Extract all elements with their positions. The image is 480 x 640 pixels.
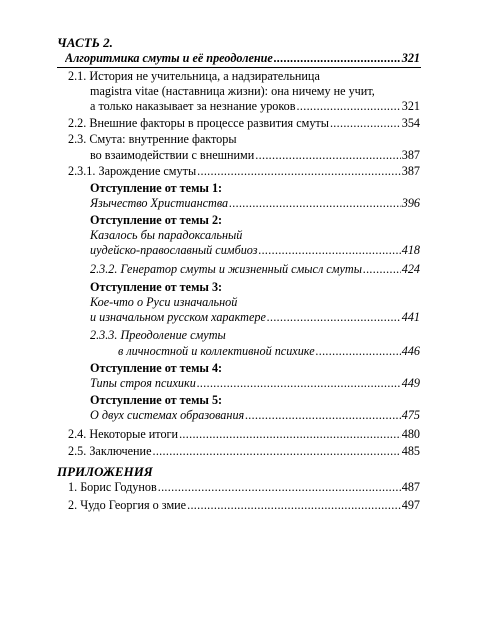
entry-title: 2.3.1. Зарождение смуты: [68, 164, 197, 178]
toc-entry-part2-title[interactable]: [65, 51, 420, 66]
dot-leader: [197, 164, 401, 179]
toc-entry-text: magistra vitae (наставница жизни): она ничему не учит,: [90, 84, 375, 98]
entry-page: 487: [401, 480, 420, 494]
entry-page: 354: [401, 116, 420, 130]
toc-entry-text: Кое-что о Руси изначальной: [90, 295, 238, 309]
digression-heading: Отступление от темы 1:: [90, 181, 223, 195]
entry-title: иудейско-православный симбиоз: [90, 243, 258, 257]
entry-page: 449: [401, 376, 420, 390]
digression-heading: Отступление от темы 5:: [90, 393, 223, 407]
dot-leader: [274, 51, 401, 66]
dot-leader: [363, 262, 401, 277]
dot-leader: [267, 310, 401, 325]
toc-entry-2-3-3[interactable]: [118, 344, 420, 359]
entry-title: Алгоритмика смуты и её преодоление: [65, 51, 273, 65]
entry-title: 2. Чудо Георгия о змие: [68, 498, 187, 512]
dot-leader: [316, 344, 401, 359]
toc-entry-2-5[interactable]: [68, 444, 420, 459]
toc-entry-appendix-1[interactable]: [68, 480, 420, 495]
appendix-heading: ПРИЛОЖЕНИЯ: [57, 464, 153, 479]
dot-leader: [330, 116, 401, 131]
entry-title: 2.3.2. Генератор смуты и жизненный смысл смуты: [90, 262, 362, 276]
dot-leader: [258, 243, 400, 258]
entry-page: 321: [401, 99, 420, 113]
entry-page: 387: [401, 148, 420, 162]
toc-entry-digression-2[interactable]: [90, 243, 420, 258]
entry-page: 396: [401, 196, 420, 210]
digression-heading: Отступление от темы 2:: [90, 213, 223, 227]
entry-title: Язычество Христианства: [90, 196, 229, 210]
toc-entry-2-2[interactable]: [68, 116, 420, 131]
entry-page: 321: [401, 51, 420, 65]
entry-title: 2.5. Заключение: [68, 444, 152, 458]
entry-title: а только наказывает за незнание уроков: [90, 99, 296, 113]
entry-title: 1. Борис Годунов: [68, 480, 157, 494]
entry-title: во взаимодействии с внешними: [90, 148, 255, 162]
digression-heading: Отступление от темы 4:: [90, 361, 223, 375]
toc-entry-text: 2.3.3. Преодоление смуты: [90, 328, 226, 342]
toc-entry-text: Казалось бы парадоксальный: [90, 228, 243, 242]
digression-heading: Отступление от темы 3:: [90, 280, 223, 294]
entry-title: 2.4. Некоторые итоги: [68, 427, 179, 441]
toc-entry-digression-5[interactable]: [90, 408, 420, 423]
dot-leader: [255, 148, 400, 163]
toc-entry-digression-3[interactable]: [90, 310, 420, 325]
toc-entry-2-3[interactable]: [90, 148, 420, 163]
toc-entry-appendix-2[interactable]: [68, 498, 420, 513]
dot-leader: [158, 480, 401, 495]
toc-entry-digression-4[interactable]: [90, 376, 420, 391]
entry-page: 497: [401, 498, 420, 512]
toc-entry-2-3-1[interactable]: [68, 164, 420, 179]
dot-leader: [179, 427, 401, 442]
dot-leader: [229, 196, 401, 211]
dot-leader: [187, 498, 401, 513]
entry-title: 2.2. Внешние факторы в процессе развития смуты: [68, 116, 329, 130]
entry-title: О двух системах образования: [90, 408, 245, 422]
entry-page: 485: [401, 444, 420, 458]
dot-leader: [245, 408, 401, 423]
entry-page: 480: [401, 427, 420, 441]
dot-leader: [152, 444, 400, 459]
toc-entry-digression-1[interactable]: [90, 196, 420, 211]
entry-page: 424: [401, 262, 420, 276]
toc-entry-2-4[interactable]: [68, 427, 420, 442]
part-heading: ЧАСТЬ 2.: [57, 35, 113, 50]
toc-entry-text: 2.1. История не учительница, а надзирательница: [68, 69, 320, 83]
divider-line: [57, 67, 421, 68]
toc-entry-2-3-2[interactable]: [90, 262, 420, 277]
entry-page: 446: [401, 344, 420, 358]
entry-title: в личностной и коллективной психике: [118, 344, 315, 358]
entry-title: Типы строя психики: [90, 376, 196, 390]
toc-entry-text: 2.3. Смута: внутренние факторы: [68, 132, 237, 146]
dot-leader: [197, 376, 401, 391]
entry-title: и изначальном русском характере: [90, 310, 266, 324]
entry-page: 418: [401, 243, 420, 257]
entry-page: 387: [401, 164, 420, 178]
entry-page: 475: [401, 408, 420, 422]
entry-page: 441: [401, 310, 420, 324]
toc-entry-2-1[interactable]: [90, 99, 420, 114]
dot-leader: [297, 99, 401, 114]
